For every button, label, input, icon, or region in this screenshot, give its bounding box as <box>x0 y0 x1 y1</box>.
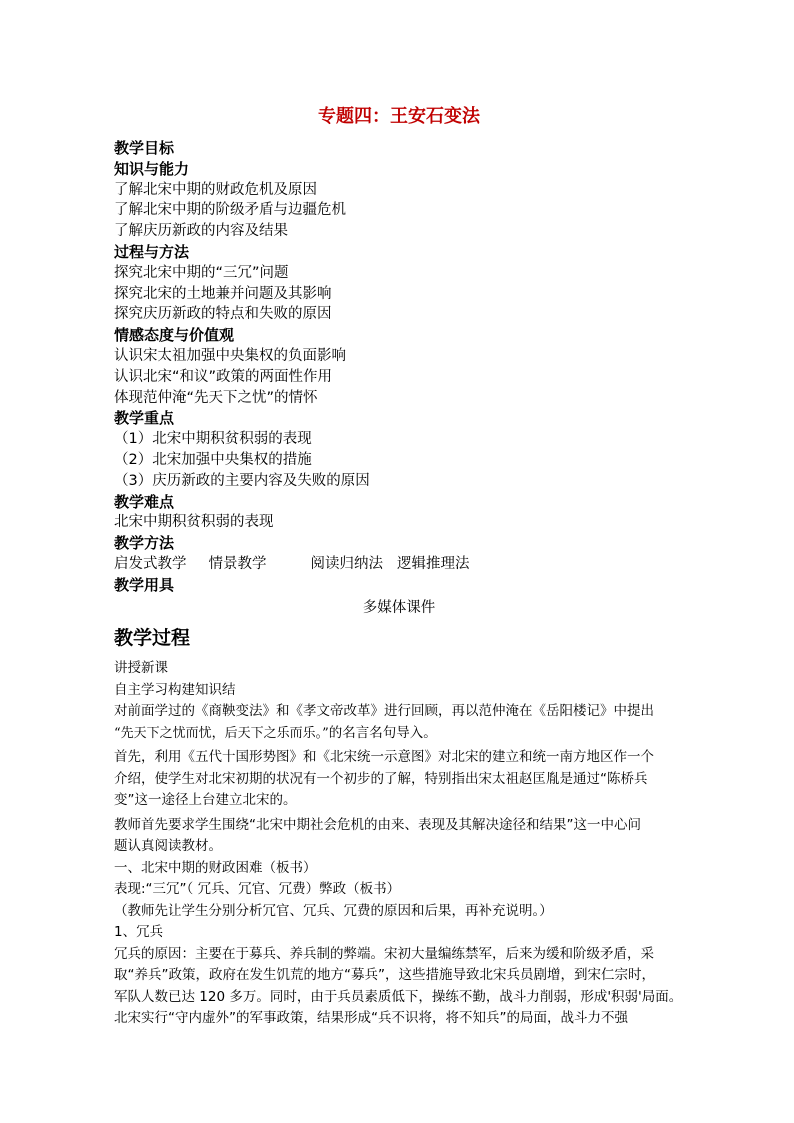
paragraph-line <box>114 723 684 745</box>
paragraph-line: 军队人数已达 120 多万。同时，由于兵员素质低下，操练不勤，战斗力削弱，形成'积弱'局面。 <box>114 988 683 1005</box>
paragraph-line: 介绍，使学生对北宋初期的状况有一个初步的了解，特别指出宋太祖赵匡胤是通过“陈桥兵 <box>114 770 648 787</box>
emotion-item: 认识北宋“和议”政策的两面性作用 <box>114 368 333 385</box>
emotion-item: 认识宋太祖加强中央集权的负面影响 <box>114 347 346 364</box>
paragraph-line: 自主学习构建知识结 <box>114 681 236 698</box>
goals-heading: 教学目标 <box>114 139 175 157</box>
paragraph-line: 首先，利用《五代十国形势图》和《北宋统一示意图》对北宋的建立和统一南方地区作一个 <box>114 749 654 766</box>
methods-heading: 教学方法 <box>114 534 175 553</box>
key-points-heading: 教学重点 <box>114 409 175 428</box>
paragraph-line: （教师先让学生分别分析冗官、冗兵、冗费的原因和后果，再补充说明。） <box>114 902 553 919</box>
paragraph-line: 北宋实行“守内虚外”的军事政策，结果形成“兵不识将，将不知兵”的局面，战斗力不强 <box>114 1010 628 1027</box>
paragraph-line: 题认真阅读教材。 <box>114 838 222 855</box>
knowledge-item: 了解北宋中期的财政危机及原因 <box>114 181 317 198</box>
tools-text: 多媒体课件 <box>362 599 436 616</box>
difficulty-heading: 教学难点 <box>114 492 175 511</box>
process-item: 探究北宋的土地兼并问题及其影响 <box>114 285 332 302</box>
paragraph-line: 变”这一途径上台建立北宋的。 <box>114 792 297 809</box>
method-item: 阅读归纳法 <box>310 555 383 572</box>
paragraph-line: 表现:“三冗”（ 冗兵、冗官、冗费）弊政（板书） <box>114 881 401 898</box>
paragraph-line: 对前面学过的《商鞅变法》和《孝文帝改革》进行回顾，再以范仲淹在《岳阳楼记》中提出 <box>114 703 654 720</box>
knowledge-item: 了解庆历新政的内容及结果 <box>114 223 288 240</box>
process-item: 探究庆历新政的特点和失败的原因 <box>114 306 332 323</box>
key-point-item: （2）北宋加强中央集权的措施 <box>114 451 312 468</box>
emotion-item: 体现范仲淹“先天下之忧”的情怀 <box>114 389 318 406</box>
paragraph-line: 冗兵的原因：主要在于募兵、养兵制的弊端。宋初大量编练禁军，后来为缓和阶级矛盾，采 <box>114 945 654 962</box>
methods-list <box>114 554 684 575</box>
subsection-heading: 1、冗兵 <box>114 924 164 941</box>
key-point-item: （3）庆历新政的主要内容及失败的原因 <box>114 472 370 489</box>
paragraph-line: 讲授新课 <box>114 660 168 677</box>
paragraph-line: 教师首先要求学生围绕“北宋中期社会危机的由来、表现及其解决途径和结果”这一中心问 <box>114 816 641 833</box>
key-point-item: （1）北宋中期积贫积弱的表现 <box>114 431 312 448</box>
difficulty-text: 北宋中期积贫积弱的表现 <box>114 514 274 531</box>
knowledge-heading: 知识与能力 <box>114 159 190 178</box>
paragraph-line: 取“养兵”政策，政府在发生饥荒的地方“募兵”，这些措施导致北宋兵员剧增，到宋仁宗时， <box>114 967 655 984</box>
section-heading: 一、北宋中期的财政困难（板书） <box>114 859 317 876</box>
tools-heading: 教学用具 <box>114 575 175 594</box>
process-heading: 过程与方法 <box>114 242 190 261</box>
emotion-heading: 情感态度与价值观 <box>114 326 235 345</box>
method-item: 启发式教学 <box>114 555 187 572</box>
knowledge-item: 了解北宋中期的阶级矛盾与边疆危机 <box>114 202 346 219</box>
process-item: 探究北宋中期的“三冗”问题 <box>114 264 289 281</box>
document-title: 专题四：王安石变法 <box>318 106 480 127</box>
method-item: 情景教学 <box>208 555 267 572</box>
teaching-process-heading: 教学过程 <box>114 627 191 650</box>
quote-tail: 的名言名句导入。 <box>328 724 437 741</box>
method-item: 逻辑推理法 <box>397 555 470 572</box>
quote-text: “先天下之忧而忧，后天下之乐而乐。” <box>114 725 329 741</box>
document-page <box>114 104 684 1030</box>
